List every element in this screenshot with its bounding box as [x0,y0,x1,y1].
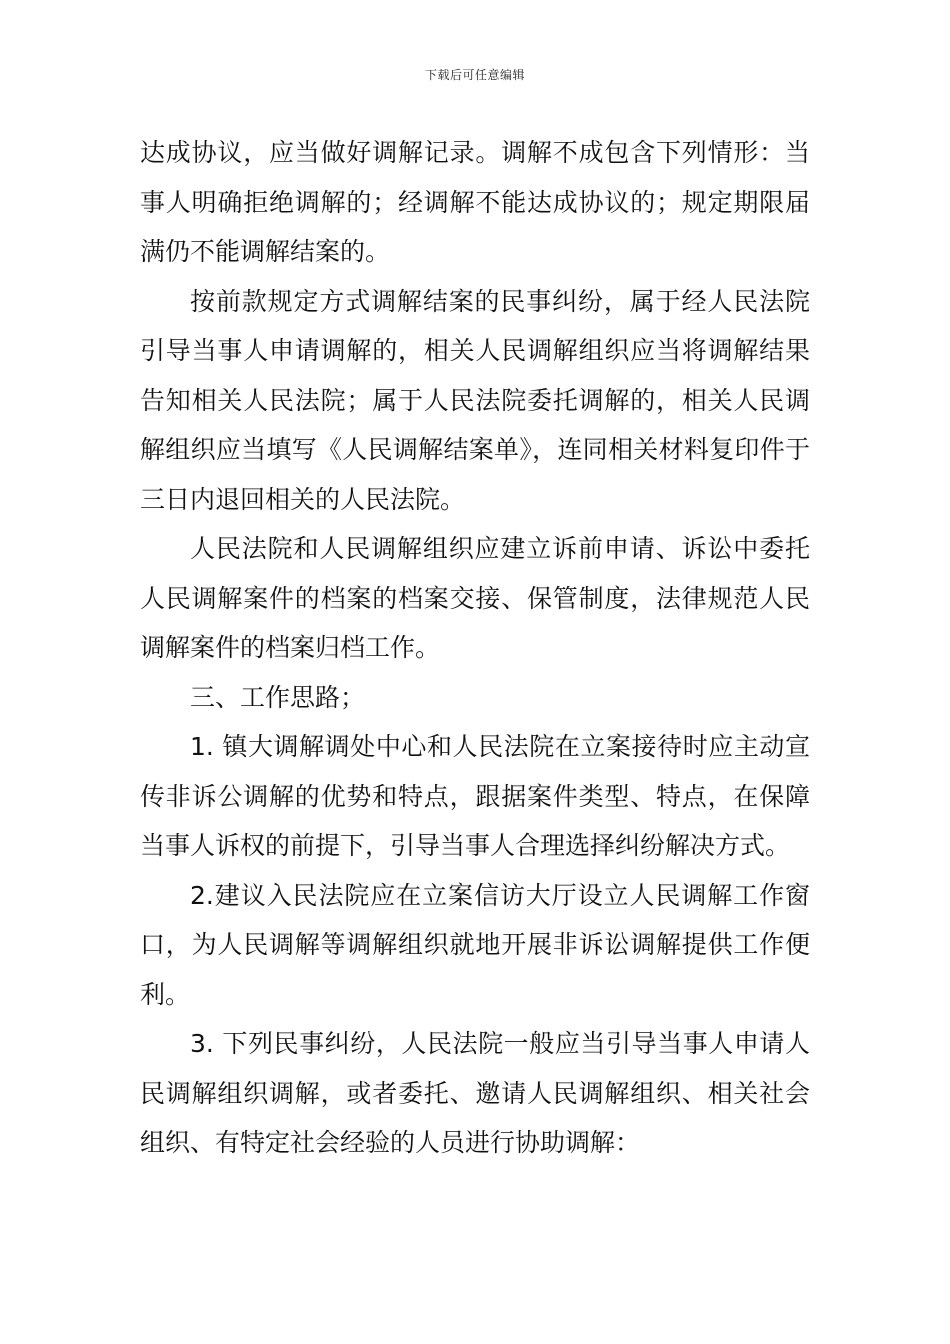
paragraph-settlement-notice: 按前款规定方式调解结案的民事纠纷，属于经人民法院引导当事人申请调解的，相关人民调解组织应当将调解结果告知相关人民法院；属于人民法院委托调解的，相关人民调解组织应当填写《人民调解结案单》，连同相关材料复印件于三日内退回相关的人民法院。 [140,286,810,514]
header-note: 下载后可任意编辑 [424,68,525,82]
paragraph-archive-system: 人民法院和人民调解组织应建立诉前申请、诉讼中委托人民调解案件的档案的档案交接、保管制度，法律规范人民调解案件的档案归档工作。 [140,534,810,662]
paragraph-item-2: 2.建议入民法院应在立案信访大厅设立人民调解工作窗口，为人民调解等调解组织就地开展非诉讼调解提供工作便利。 [140,880,810,1009]
paragraph-item-3: 3. 下列民事纠纷，人民法院一般应当引导当事人申请人民调解组织调解，或者委托、邀请人民调解组织、相关社会组织、有特定社会经验的人员进行协助调解： [140,1029,810,1157]
document-body [140,128,810,1168]
paragraph-continuation: 达成协议，应当做好调解记录。调解不成包含下列情形：当事人明确拒绝调解的；经调解不能达成协议的；规定期限届满仍不能调解结案的。 [140,138,810,266]
paragraph-item-1: 1. 镇大调解调处中心和人民法院在立案接待时应主动宣传非诉公调解的优势和特点，跟据案件类型、特点，在保障当事人诉权的前提下，引导当事人合理选择纠纷解决方式。 [140,732,810,860]
section-heading-work-ideas: 三、工作思路； [190,682,366,712]
